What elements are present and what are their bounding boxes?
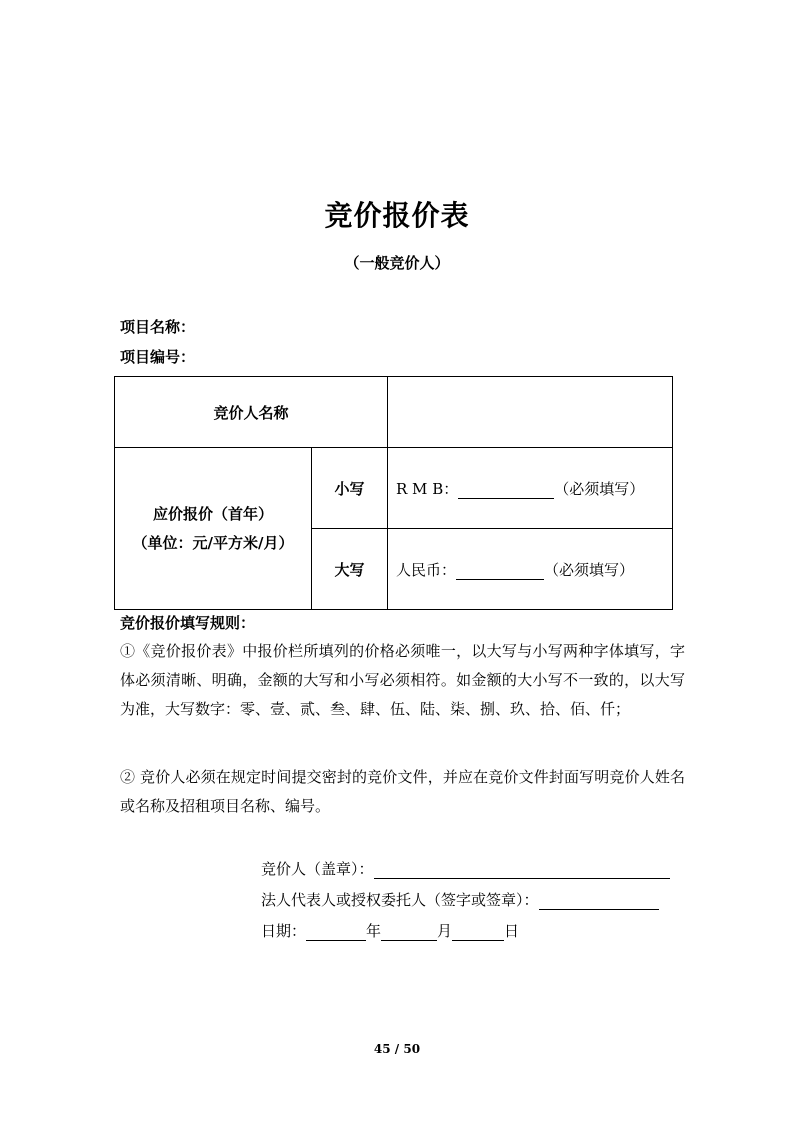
legal-rep-row xyxy=(261,889,659,910)
date-day-label: 日 xyxy=(504,922,520,940)
bid-price-table xyxy=(114,376,673,610)
date-day-line[interactable] xyxy=(452,922,504,941)
bidder-name-label: 竞价人名称 xyxy=(115,377,388,448)
bidder-seal-label: 竞价人（盖章）： xyxy=(261,860,374,878)
rmb-prefix: R M B： xyxy=(396,479,459,498)
lowercase-required-note: （必须填写） xyxy=(554,479,645,498)
bidder-name-cell[interactable] xyxy=(388,377,673,448)
page-title: 竞价报价表 xyxy=(324,199,470,232)
price-label-cell xyxy=(115,448,312,610)
bidder-seal-row xyxy=(261,858,670,879)
uppercase-amount-cell xyxy=(388,529,673,610)
bidder-seal-line[interactable] xyxy=(374,860,670,879)
date-month-line[interactable] xyxy=(381,922,437,941)
lowercase-amount-cell xyxy=(388,448,673,529)
date-row xyxy=(261,920,519,941)
price-label: 应价报价（首年） xyxy=(152,504,273,523)
date-month-label: 月 xyxy=(437,922,453,940)
date-year-label: 年 xyxy=(366,922,382,940)
project-number-label: 项目编号： xyxy=(120,348,196,366)
legal-rep-label: 法人代表人或授权委托人（签字或签章）： xyxy=(261,891,539,909)
lowercase-amount-line[interactable] xyxy=(458,480,554,499)
date-year-line[interactable] xyxy=(306,922,366,941)
lowercase-label: 小写 xyxy=(312,448,388,529)
uppercase-required-note: （必须填写） xyxy=(544,560,635,579)
rule-2: ② 竞价人必须在规定时间提交密封的竞价文件，并应在竞价文件封面写明竞价人姓名或名称及招租项目名称、编号。 xyxy=(120,768,685,815)
rules-heading: 竞价报价填写规则： xyxy=(120,614,256,632)
page-number: 45 / 50 xyxy=(373,1042,421,1056)
page-subtitle: （一般竞价人） xyxy=(344,254,450,272)
legal-rep-line[interactable] xyxy=(539,891,659,910)
date-label: 日期： xyxy=(261,922,307,940)
uppercase-amount-line[interactable] xyxy=(456,561,544,580)
renminbi-prefix: 人民币： xyxy=(396,560,457,579)
price-unit-label: （单位：元/平方米/月） xyxy=(132,533,294,552)
rule-1: ①《竞价报价表》中报价栏所填列的价格必须唯一，以大写与小写两种字体填写，字体必须清晰、明确，金额的大写和小写必须相符。如金额的大小写不一致的，以大写为准，大写数字：零、壹、贰、叁、肆、伍、陆、柒、捌、玖、拾、佰、仟； xyxy=(120,642,685,718)
uppercase-label: 大写 xyxy=(312,529,388,610)
project-name-label: 项目名称： xyxy=(120,318,196,336)
